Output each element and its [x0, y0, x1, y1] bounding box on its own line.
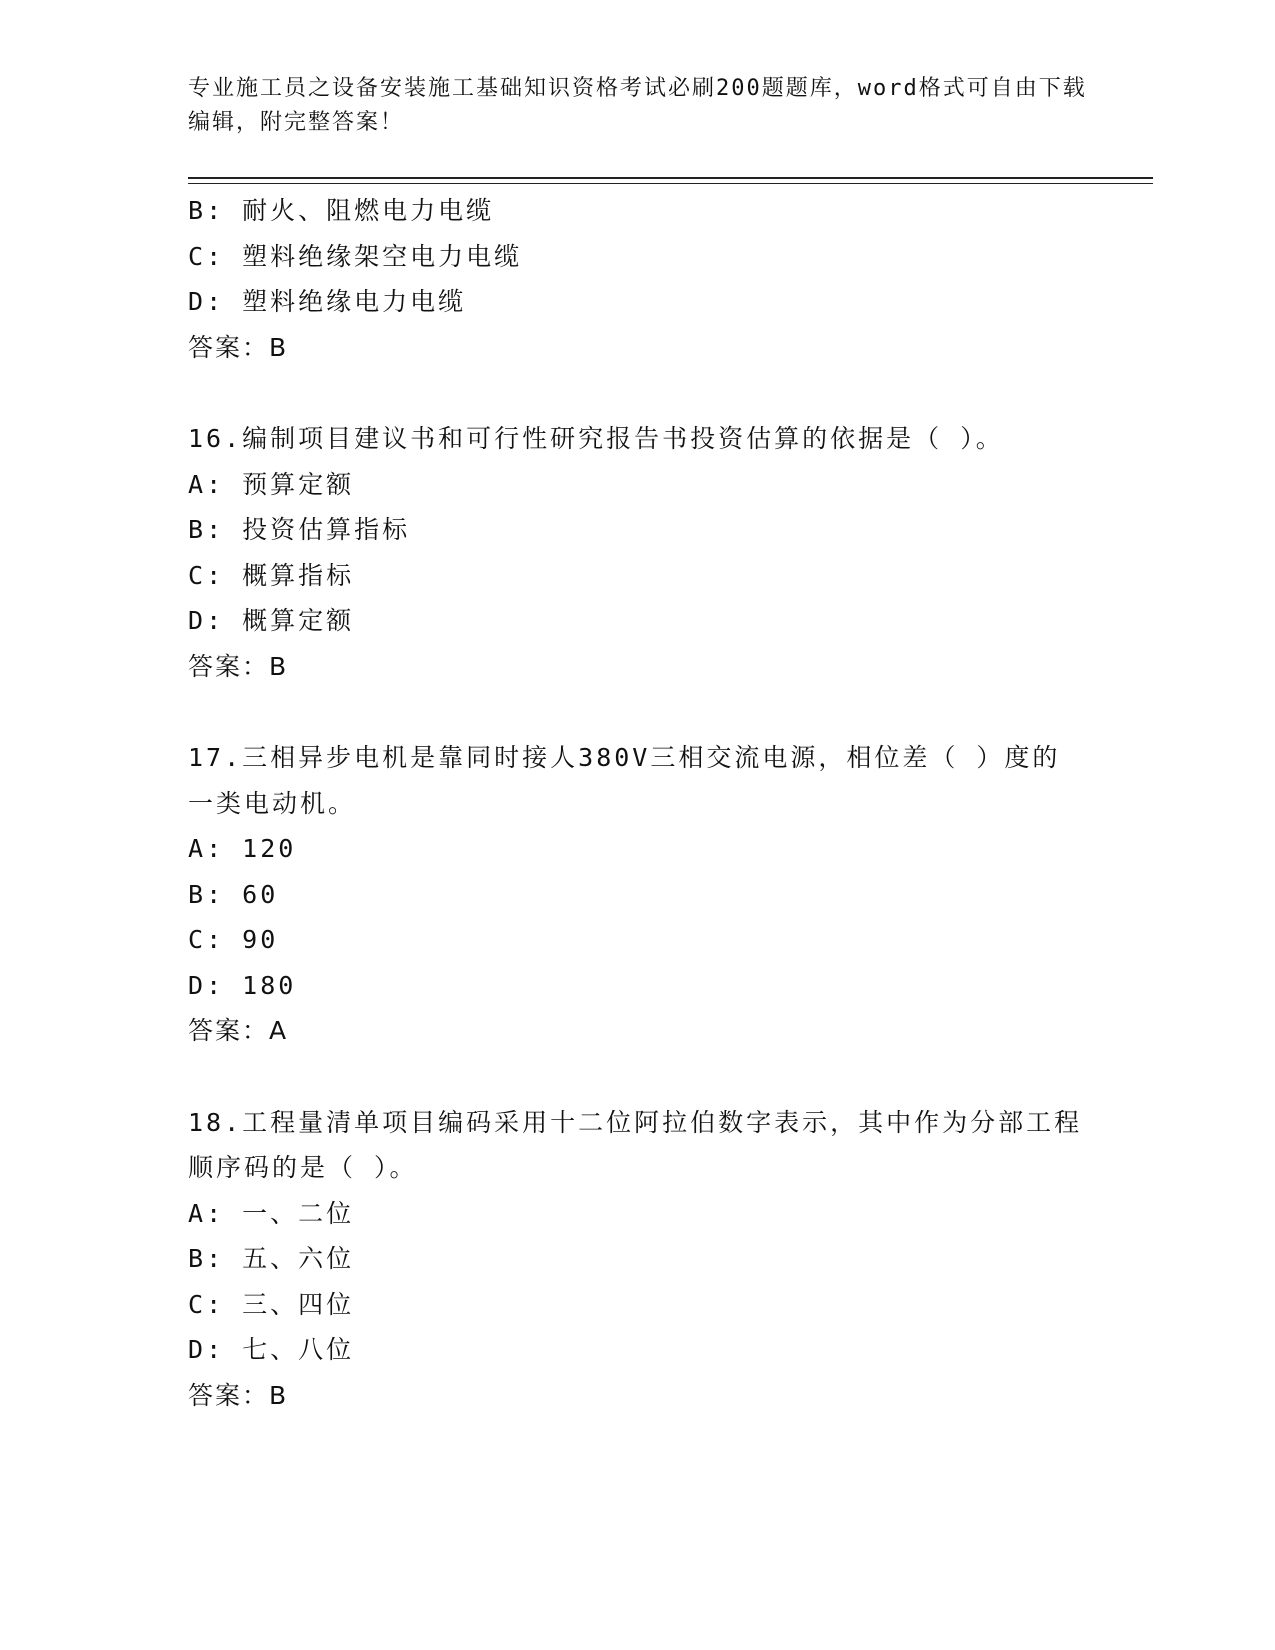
option-b: B: 60 [188, 879, 279, 909]
question-17 [188, 735, 1088, 1054]
option-a: A: 预算定额 [188, 469, 355, 499]
option-b: B: 投资估算指标 [188, 515, 411, 544]
question-text: 17.三相异步电机是靠同时接人380V三相交流电源，相位差（ ）度的一类电动机。 [188, 743, 1061, 818]
option-a: A: 一、二位 [188, 1198, 355, 1228]
option-b: B: 五、六位 [188, 1244, 355, 1273]
option-c: C: 概算指标 [188, 560, 355, 590]
answer-line: 答案：A [188, 1016, 289, 1045]
option-c: C: 三、四位 [188, 1289, 355, 1319]
option-c: C: 90 [188, 925, 279, 954]
answer-line: 答案：B [188, 1380, 289, 1410]
option-a: A: 120 [188, 834, 297, 863]
header-rule-thin [188, 183, 1153, 184]
option-d: D: 180 [188, 970, 297, 1000]
answer-line: 答案：B [188, 332, 289, 362]
question-18 [188, 1100, 1088, 1419]
option-d: D: 概算定额 [188, 606, 355, 635]
option-d: D: 塑料绝缘电力电缆 [188, 287, 467, 316]
question-text: 18.工程量清单项目编码采用十二位阿拉伯数字表示，其中作为分部工程顺序码的是（ ）。 [188, 1107, 1083, 1182]
option-d: D: 七、八位 [188, 1335, 355, 1364]
document-header: 专业施工员之设备安装施工基础知识资格考试必刷200题题库，word格式可自由下载编辑，附完整答案！ [188, 76, 1087, 135]
prev-question-block [188, 188, 1088, 370]
header-rule-thick [188, 177, 1153, 179]
option-c: C: 塑料绝缘架空电力电缆 [188, 241, 523, 271]
question-text: 16.编制项目建议书和可行性研究报告书投资估算的依据是（ ）。 [188, 424, 1004, 453]
option-b: B: 耐火、阻燃电力电缆 [188, 196, 495, 225]
question-16 [188, 416, 1088, 689]
answer-line: 答案：B [188, 651, 289, 681]
question-content [188, 188, 1088, 1418]
